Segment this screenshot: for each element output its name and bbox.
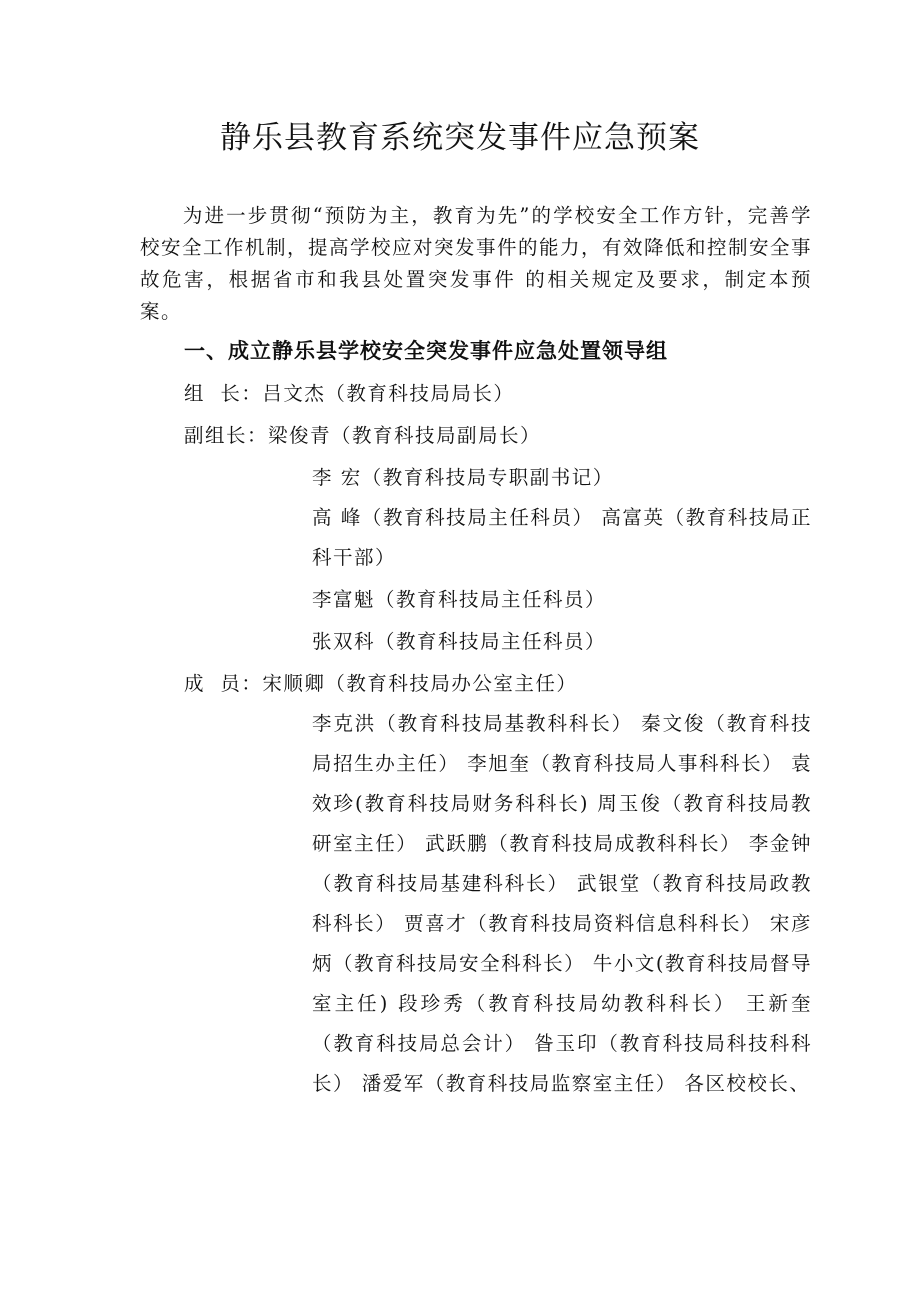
member-line — [184, 668, 577, 700]
members-block: 李克洪（教育科技局基教科科长） 秦文俊（教育科技局招生办主任） 李旭奎（教育科技局人事科科长） 袁效珍(教育科技局财务科科长) 周玉俊（教育科技局教研室主任） 武跃鹏（教育科技局成教科科长） 李金钟（教育科技局基建科科长） 武银堂（教育科技局政教科科长） 贾喜才（教育科技局资料信息科科长） 宋彦炳（教育科技局安全科科长） 牛小文(教育科技局督导室主任) 段珍秀（教育科技局幼教科科长） 王新奎（教育科技局总会计） 昝玉印（教育科技局科技科科长） 潘爱军（教育科技局监察室主任） 各区校校长、 — [312, 712, 812, 1095]
deputy-name-4: 李富魁（教育科技局主任科员） — [312, 588, 607, 611]
intro-paragraph: 为进一步贯彻“预防为主，教育为先”的学校安全工作方针，完善学校安全工作机制，提高学校应对突发事件的能力，有效降低和控制安全事故危害，根据省市和我县处置突发事件 的相关规定及要求，制定本预案。 — [140, 204, 813, 323]
document-title: 静乐县教育系统突发事件应急预案 — [220, 120, 700, 156]
member-name-1: 宋顺卿（教育科技局办公室主任） — [262, 672, 578, 695]
deputy-name-3: 高 峰（教育科技局主任科员） 高富英（教育科技局正科干部） — [312, 506, 812, 569]
deputy-name-1: 梁俊青（教育科技局副局长） — [268, 424, 542, 447]
deputy-name-2: 李 宏（教育科技局专职副书记） — [312, 466, 614, 489]
deputy-name-5: 张双科（教育科技局主任科员） — [312, 630, 607, 653]
member-label: 成 员： — [184, 672, 263, 695]
section-heading-1: 一、成立静乐县学校安全突发事件应急处置领导组 — [184, 339, 668, 363]
deputy-line — [184, 420, 541, 452]
leader-label: 组 长： — [184, 382, 263, 405]
leader-name: 吕文杰（教育科技局局长） — [262, 382, 515, 405]
deputy-label: 副组长： — [184, 424, 269, 447]
leader-line — [184, 378, 514, 410]
